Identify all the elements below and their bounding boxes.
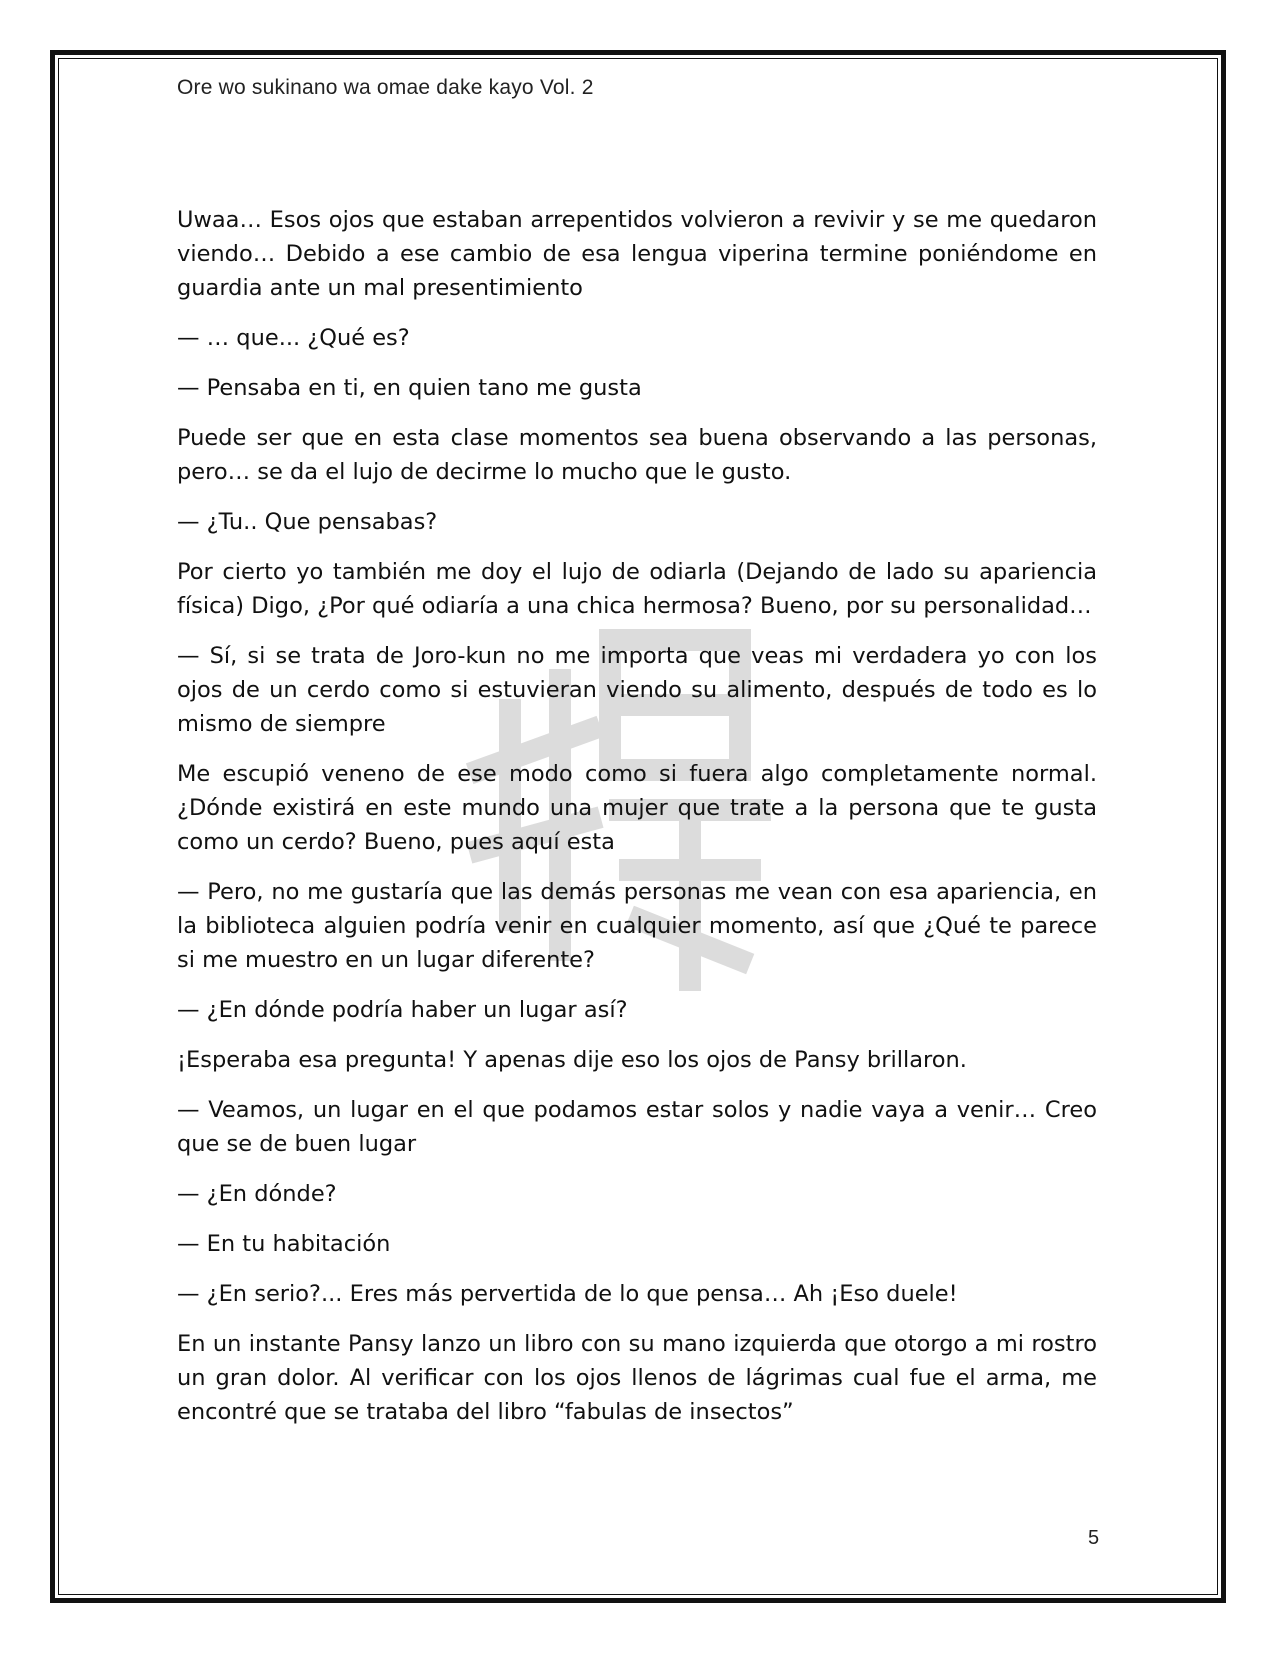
paragraph: Por cierto yo también me doy el lujo de odiarla (Dejando de lado su apariencia física) Digo, ¿Por qué odiaría a una chica hermosa? Bueno, por su personalidad… [177, 559, 1097, 619]
dialogue-line: — Pensaba en ti, en quien tano me gusta [177, 375, 642, 401]
page-number: 5 [1088, 1527, 1100, 1549]
dialogue-line: — … que... ¿Qué es? [177, 325, 410, 351]
dialogue-line: — ¿En serio?... Eres más pervertida de lo que pensa… Ah ¡Eso duele! [177, 1281, 958, 1307]
paragraph: En un instante Pansy lanzo un libro con su mano izquierda que otorgo a mi rostro un gran dolor. Al verificar con los ojos llenos de lágrimas cual fue el arma, me encontré que se trataba del libro “fabulas de insectos” [177, 1331, 1097, 1425]
dialogue-line: — Veamos, un lugar en el que podamos estar solos y nadie vaya a venir… Creo que se de buen lugar [177, 1097, 1097, 1157]
dialogue-line: — ¿En dónde? [177, 1181, 337, 1207]
paragraph: Puede ser que en esta clase momentos sea buena observando a las personas, pero… se da el lujo de decirme lo mucho que le gusto. [177, 425, 1097, 485]
dialogue-line: — Pero, no me gustaría que las demás personas me vean con esa apariencia, en la biblioteca alguien podría venir en cualquier momento, así que ¿Qué te parece si me muestro en un lugar diferente? [177, 879, 1097, 973]
dialogue-line: — ¿Tu.. Que pensabas? [177, 509, 438, 535]
page-body [177, 203, 1097, 1445]
paragraph: Uwaa… Esos ojos que estaban arrepentidos volvieron a revivir y se me quedaron viendo… Debido a ese cambio de esa lengua viperina termine poniéndome en guardia ante un mal presentimiento [177, 207, 1097, 301]
dialogue-line: — ¿En dónde podría haber un lugar así? [177, 997, 628, 1023]
book-title-header: Ore wo sukinano wa omae dake kayo Vol. 2 [177, 76, 594, 99]
dialogue-line: — En tu habitación [177, 1231, 391, 1257]
paragraph: Me escupió veneno de ese modo como si fuera algo completamente normal. ¿Dónde existirá en este mundo una mujer que trate a la persona que te gusta como un cerdo? Bueno, pues aquí esta [177, 761, 1097, 855]
paragraph: ¡Esperaba esa pregunta! Y apenas dije eso los ojos de Pansy brillaron. [177, 1047, 967, 1073]
dialogue-line: — Sí, si se trata de Joro-kun no me importa que veas mi verdadera yo con los ojos de un cerdo como si estuvieran viendo su alimento, después de todo es lo mismo de siempre [177, 643, 1097, 737]
